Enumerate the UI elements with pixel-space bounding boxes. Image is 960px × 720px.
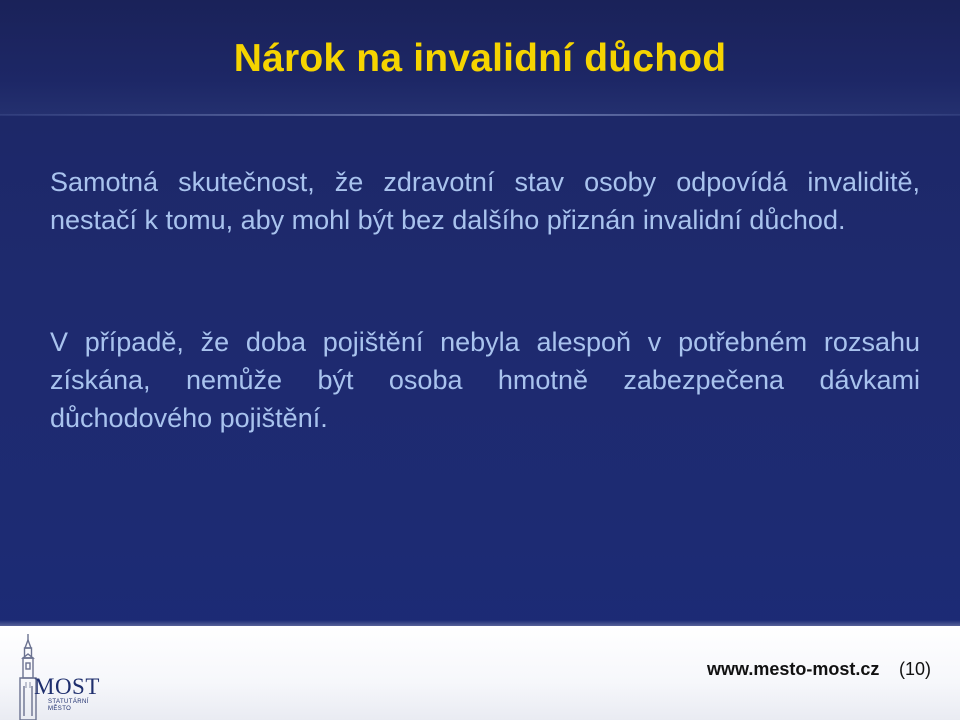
logo-subline-1: STATUTÁRNÍ xyxy=(48,699,89,705)
paragraph-2: V případě, že doba pojištění nebyla alespoň v potřebném rozsahu získána, nemůže být osoba hmotně zabezpečena dávkami důchodového pojištění. xyxy=(50,327,920,433)
page-number: (10) xyxy=(899,659,932,679)
logo-wordmark: MOST xyxy=(34,674,100,699)
paragraph-1: Samotná skutečnost, že zdravotní stav osoby odpovídá invaliditě, nestačí k tomu, aby mohl být bez dalšího přiznán invalidní důchod. xyxy=(50,167,920,235)
website-link[interactable]: www.mesto-most.cz xyxy=(707,659,880,679)
logo-subline-2: MĚSTO xyxy=(48,706,72,712)
slide-title: Nárok na invalidní důchod xyxy=(233,37,727,80)
title-divider xyxy=(0,114,960,116)
